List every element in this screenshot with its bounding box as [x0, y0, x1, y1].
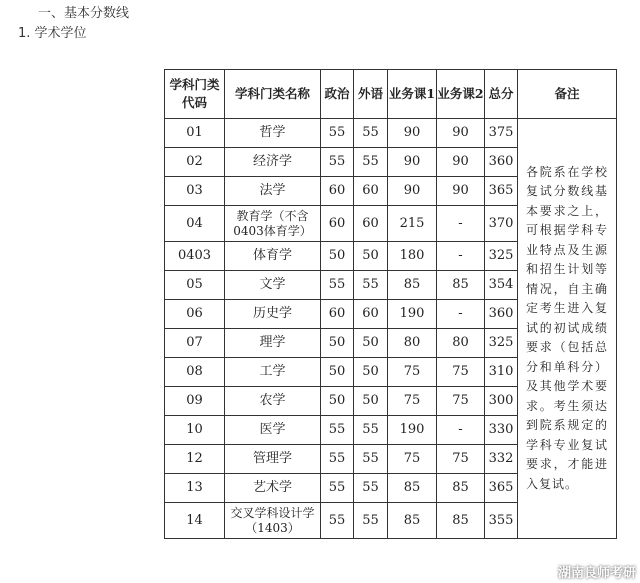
cell-total: 365	[485, 474, 518, 503]
cell-total: 375	[485, 119, 518, 148]
cell-politics: 50	[321, 242, 354, 271]
cell-foreign: 55	[354, 503, 388, 539]
cell-course1: 90	[388, 148, 437, 177]
cell-course1: 85	[388, 271, 437, 300]
cell-name: 文学	[225, 271, 321, 300]
cell-course1: 80	[388, 329, 437, 358]
header-foreign: 外语	[354, 70, 388, 119]
cell-foreign: 55	[354, 119, 388, 148]
cell-course2: 80	[437, 329, 485, 358]
cell-code: 03	[165, 177, 225, 206]
cell-code: 0403	[165, 242, 225, 271]
cell-politics: 50	[321, 329, 354, 358]
cell-politics: 50	[321, 358, 354, 387]
subsection-title: 1. 学术学位	[18, 26, 87, 41]
cell-total: 332	[485, 445, 518, 474]
header-notes: 备注	[518, 70, 617, 119]
cell-foreign: 50	[354, 358, 388, 387]
cell-course1: 90	[388, 119, 437, 148]
cell-total: 360	[485, 148, 518, 177]
cell-politics: 60	[321, 300, 354, 329]
header-course1: 业务课1	[388, 70, 437, 119]
cell-total: 300	[485, 387, 518, 416]
cell-course2: -	[437, 300, 485, 329]
cell-total: 370	[485, 206, 518, 242]
table-row	[165, 119, 617, 148]
cell-politics: 50	[321, 387, 354, 416]
cell-code: 13	[165, 474, 225, 503]
cell-politics: 55	[321, 474, 354, 503]
header-row	[165, 70, 617, 119]
score-table	[164, 69, 617, 539]
header-total: 总分	[485, 70, 518, 119]
section-title: 一、基本分数线	[38, 6, 130, 21]
cell-total: 365	[485, 177, 518, 206]
cell-course1: 75	[388, 445, 437, 474]
cell-total: 325	[485, 329, 518, 358]
cell-code: 07	[165, 329, 225, 358]
cell-name: 历史学	[225, 300, 321, 329]
cell-politics: 60	[321, 177, 354, 206]
cell-politics: 55	[321, 445, 354, 474]
cell-course1: 75	[388, 358, 437, 387]
cell-course2: 85	[437, 474, 485, 503]
cell-course2: -	[437, 206, 485, 242]
cell-politics: 55	[321, 119, 354, 148]
notes-cell: 各院系在学校复试分数线基本要求之上，可根据学科专业特点及生源和招生计划等情况，自主确定考生进入复试的初试成绩要求（包括总分和单科分）及其他学术要求。考生须达到院系规定的学科专业复试要求，才能进入复试。	[518, 119, 617, 539]
cell-name: 体育学	[225, 242, 321, 271]
cell-politics: 55	[321, 271, 354, 300]
cell-foreign: 55	[354, 271, 388, 300]
cell-course1: 90	[388, 177, 437, 206]
cell-name: 教育学（不含0403体育学）	[225, 206, 321, 242]
cell-course2: 90	[437, 177, 485, 206]
cell-course1: 75	[388, 387, 437, 416]
cell-code: 01	[165, 119, 225, 148]
cell-name: 理学	[225, 329, 321, 358]
cell-course1: 190	[388, 416, 437, 445]
cell-name: 交叉学科设计学（1403）	[225, 503, 321, 539]
cell-politics: 55	[321, 148, 354, 177]
header-politics: 政治	[321, 70, 354, 119]
cell-foreign: 60	[354, 206, 388, 242]
cell-course2: 75	[437, 445, 485, 474]
cell-name: 法学	[225, 177, 321, 206]
watermark-text: 湖南良师考研	[557, 566, 636, 581]
cell-foreign: 50	[354, 242, 388, 271]
cell-foreign: 50	[354, 329, 388, 358]
cell-course1: 180	[388, 242, 437, 271]
cell-total: 360	[485, 300, 518, 329]
header-code: 学科门类代码	[165, 70, 225, 119]
cell-code: 04	[165, 206, 225, 242]
cell-foreign: 50	[354, 387, 388, 416]
cell-foreign: 55	[354, 445, 388, 474]
cell-code: 08	[165, 358, 225, 387]
cell-total: 355	[485, 503, 518, 539]
cell-code: 02	[165, 148, 225, 177]
cell-total: 325	[485, 242, 518, 271]
cell-name: 医学	[225, 416, 321, 445]
cell-course1: 215	[388, 206, 437, 242]
cell-foreign: 60	[354, 300, 388, 329]
cell-politics: 60	[321, 206, 354, 242]
cell-course2: 75	[437, 358, 485, 387]
cell-foreign: 55	[354, 416, 388, 445]
cell-name: 经济学	[225, 148, 321, 177]
cell-code: 05	[165, 271, 225, 300]
cell-name: 管理学	[225, 445, 321, 474]
cell-foreign: 55	[354, 148, 388, 177]
cell-course2: 90	[437, 148, 485, 177]
header-course2: 业务课2	[437, 70, 485, 119]
cell-name: 农学	[225, 387, 321, 416]
cell-course2: 75	[437, 387, 485, 416]
cell-code: 14	[165, 503, 225, 539]
cell-name: 艺术学	[225, 474, 321, 503]
cell-code: 12	[165, 445, 225, 474]
cell-politics: 55	[321, 416, 354, 445]
cell-course1: 85	[388, 503, 437, 539]
cell-course2: -	[437, 242, 485, 271]
cell-code: 09	[165, 387, 225, 416]
cell-name: 工学	[225, 358, 321, 387]
header-name: 学科门类名称	[225, 70, 321, 119]
cell-foreign: 60	[354, 177, 388, 206]
cell-total: 310	[485, 358, 518, 387]
cell-total: 354	[485, 271, 518, 300]
cell-course2: 90	[437, 119, 485, 148]
cell-foreign: 55	[354, 474, 388, 503]
cell-course1: 190	[388, 300, 437, 329]
cell-name: 哲学	[225, 119, 321, 148]
cell-code: 10	[165, 416, 225, 445]
cell-politics: 55	[321, 503, 354, 539]
cell-course2: 85	[437, 503, 485, 539]
cell-total: 330	[485, 416, 518, 445]
cell-course2: 85	[437, 271, 485, 300]
cell-code: 06	[165, 300, 225, 329]
cell-course2: -	[437, 416, 485, 445]
cell-course1: 85	[388, 474, 437, 503]
